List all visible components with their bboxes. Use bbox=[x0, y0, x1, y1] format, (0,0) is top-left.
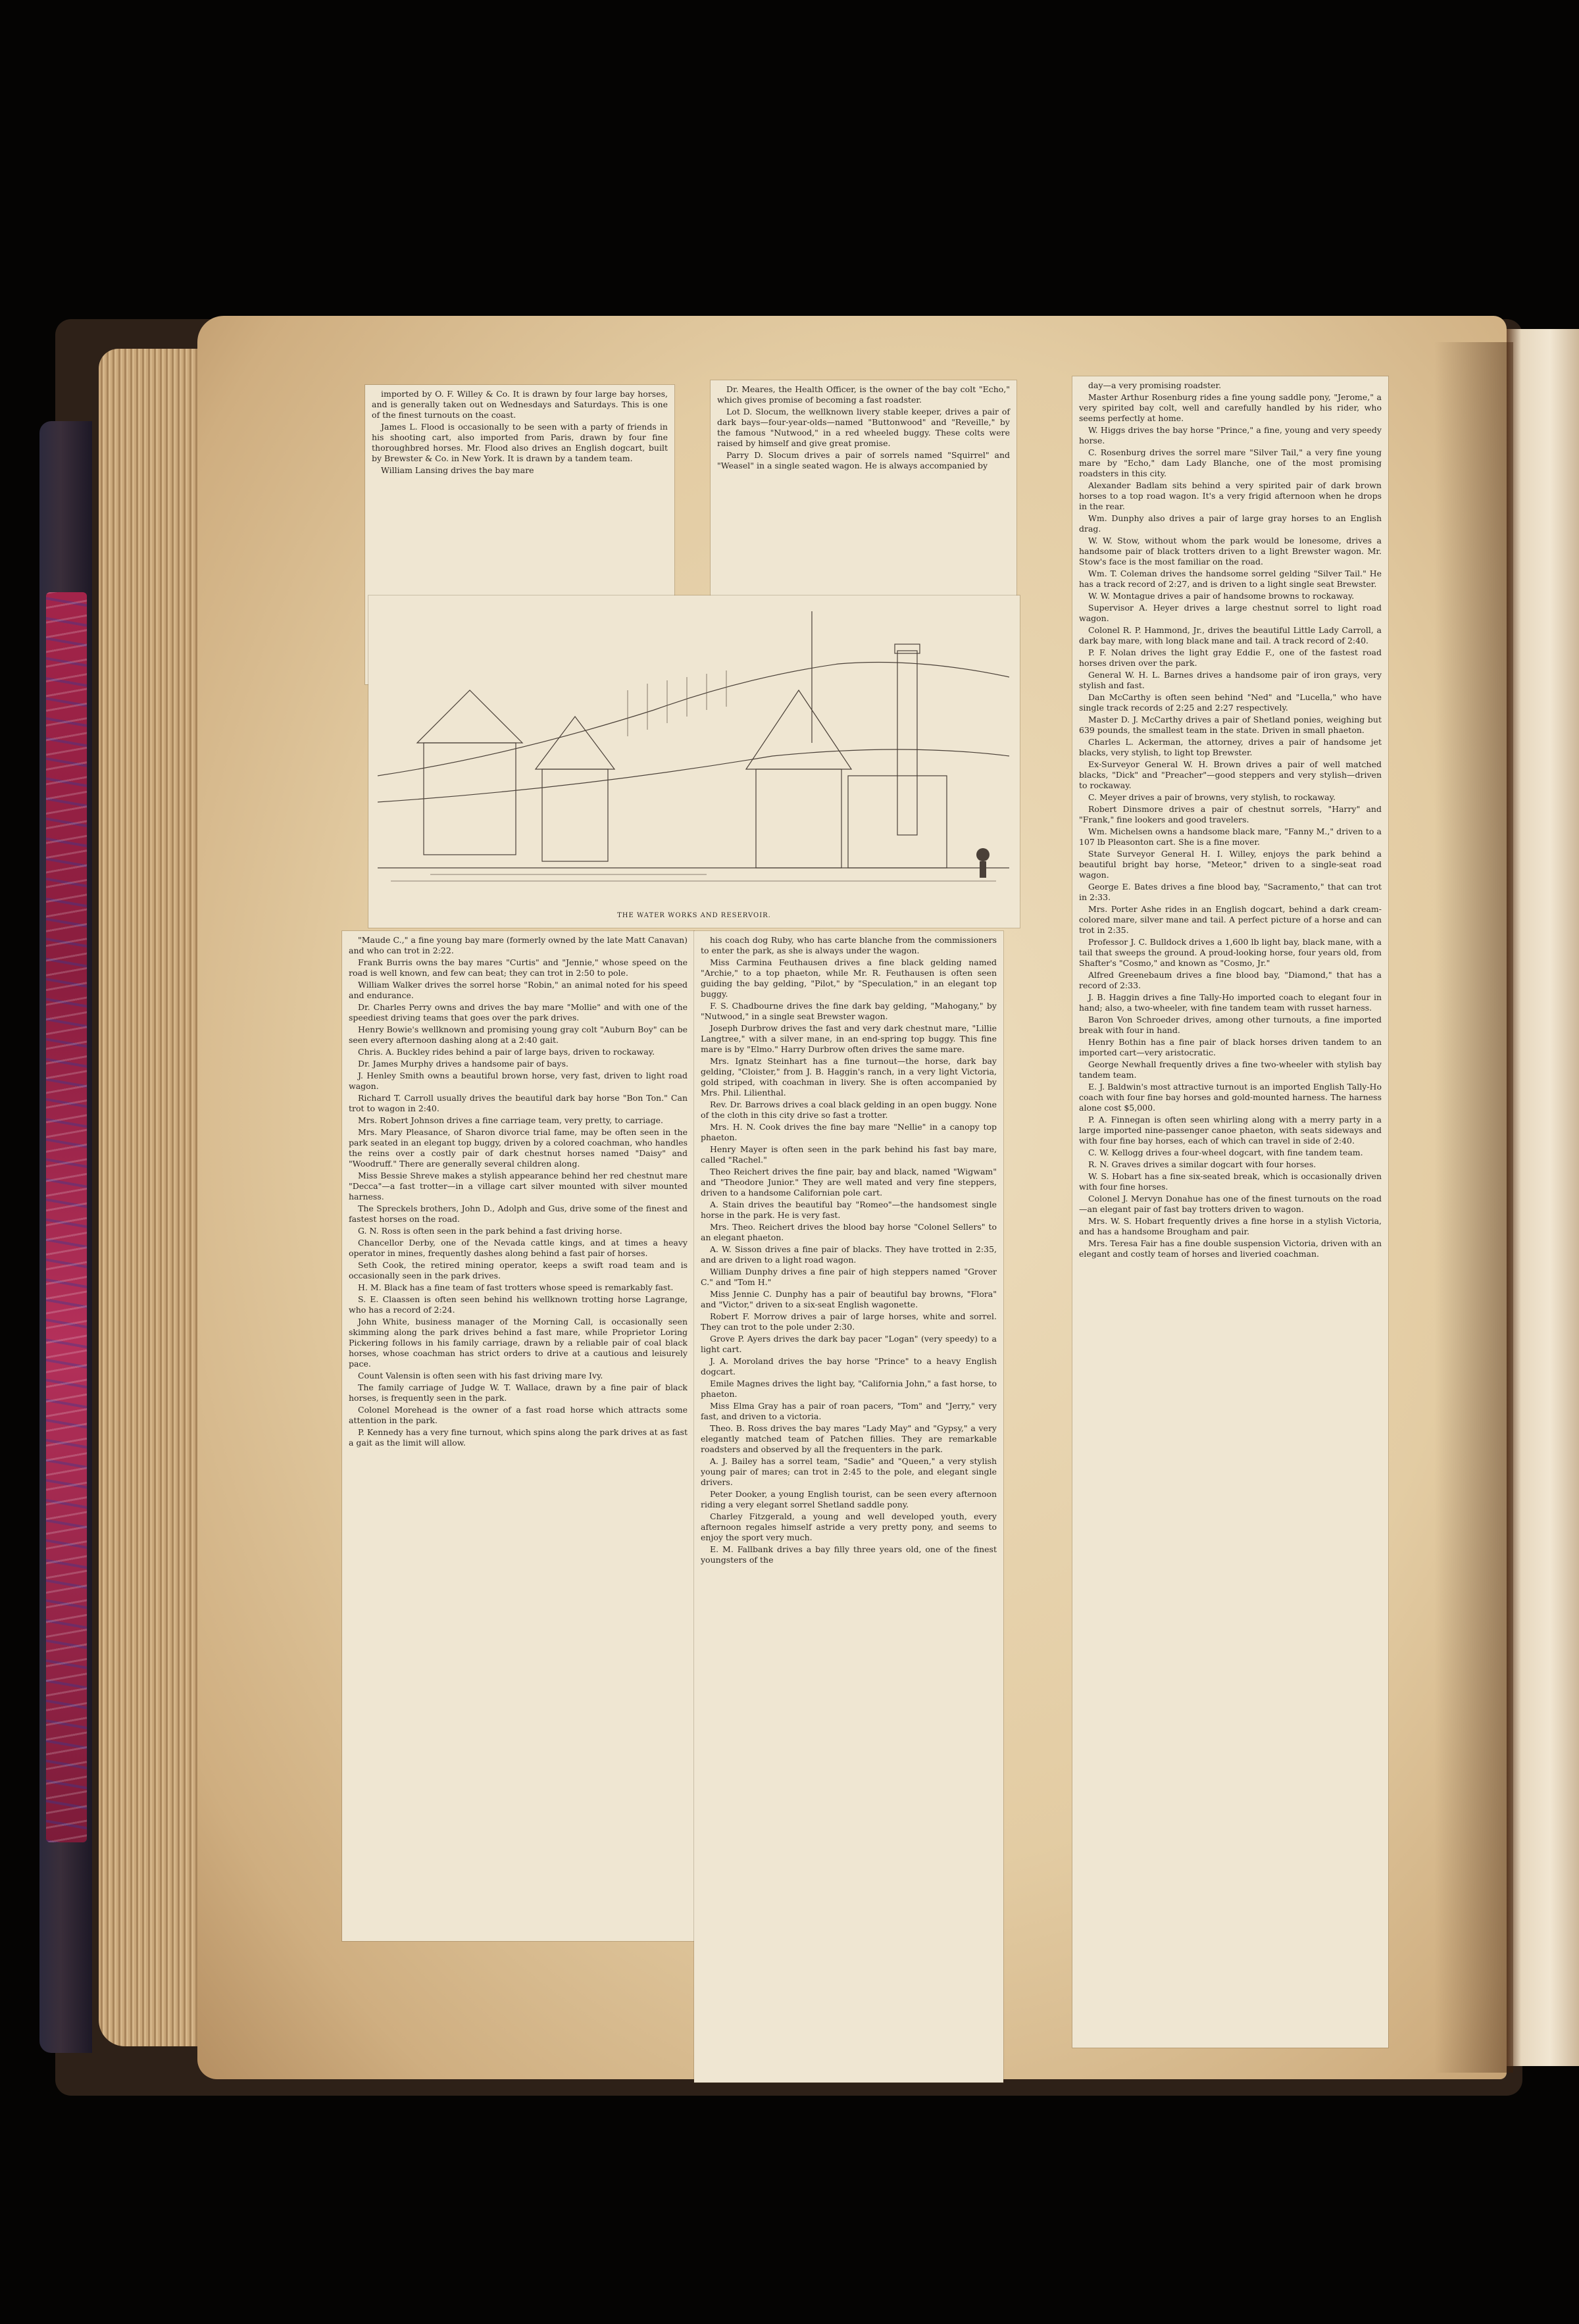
clipping-column-5 bbox=[1072, 376, 1388, 2048]
clipping-paragraph: Colonel J. Mervyn Donahue has one of the finest turnouts on the road—an elegant pair of fast bay trotters driven to wagon. bbox=[1079, 1194, 1382, 1214]
clipping-paragraph: George Newhall frequently drives a fine two-wheeler with stylish bay tandem team. bbox=[1079, 1059, 1382, 1080]
clipping-paragraph: State Surveyor General H. I. Willey, enjoys the park behind a beautiful bright bay horse, "Meteor," driven to a single-seat road wagon. bbox=[1079, 849, 1382, 880]
clipping-paragraph: Grove P. Ayers drives the dark bay pacer "Logan" (very speedy) to a light cart. bbox=[701, 1334, 997, 1354]
clipping-paragraph: J. B. Haggin drives a fine Tally-Ho imported coach to elegant four in hand; also, a two-wheeler, with fine tandem team with russet harness. bbox=[1079, 992, 1382, 1013]
clipping-paragraph: Mrs. Theo. Reichert drives the blood bay horse "Colonel Sellers" to an elegant phaeton. bbox=[701, 1222, 997, 1242]
clipping-paragraph: Professor J. C. Bulldock drives a 1,600 lb light bay, black mane, with a tail that sweeps the ground. A proud-looking horse, four years old, from Shafter's "Cosmo," and known as "Cosmo, Jr." bbox=[1079, 937, 1382, 968]
clipping-column-2 bbox=[711, 380, 1016, 617]
clipping-paragraph: Chris. A. Buckley rides behind a pair of large bays, driven to rockaway. bbox=[358, 1047, 655, 1057]
clipping-paragraph: Mrs. Robert Johnson drives a fine carriage team, very pretty, to carriage. bbox=[358, 1115, 663, 1125]
clipping-paragraph: Miss Carmina Feuthausen drives a fine black gelding named "Archie," to a top phaeton, while Mr. R. Feuthausen is often seen guiding the bay gelding, "Pilot," by "Speculation," in an elegant top buggy. bbox=[701, 957, 997, 999]
clipping-paragraph: imported by O. F. Willey & Co. It is drawn by four large bay horses, and is generally taken out on Wednesdays and Saturdays. This is one of the finest turnouts on the coast. bbox=[372, 389, 668, 420]
clipping-paragraph: Wm. T. Coleman drives the handsome sorrel gelding "Silver Tail." He has a track record of 2:27, and is driven to a light single seat Brewster. bbox=[1079, 568, 1382, 589]
clipping-paragraph: W. Higgs drives the bay horse "Prince," a fine, young and very speedy horse. bbox=[1079, 425, 1382, 445]
clipping-paragraph: E. M. Fallbank drives a bay filly three years old, one of the finest youngsters of the bbox=[701, 1544, 997, 1565]
clipping-paragraph: Henry Mayer is often seen in the park behind his fast bay mare, called "Rachel." bbox=[701, 1144, 997, 1165]
clipping-paragraph: W. W. Montague drives a pair of handsome browns to rockaway. bbox=[1088, 591, 1355, 601]
clipping-paragraph: Dr. Charles Perry owns and drives the bay mare "Mollie" and with one of the speediest driving teams that goes over the park drives. bbox=[349, 1002, 688, 1023]
clipping-paragraph: William Dunphy drives a fine pair of high steppers named "Grover C." and "Tom H." bbox=[701, 1267, 997, 1287]
clipping-paragraph: C. Meyer drives a pair of browns, very stylish, to rockaway. bbox=[1088, 792, 1336, 802]
clipping-paragraph: A. W. Sisson drives a fine pair of blacks. They have trotted in 2:35, and are driven to a light road wagon. bbox=[701, 1244, 997, 1265]
facing-page-edge bbox=[1507, 329, 1579, 2066]
clipping-column-3 bbox=[342, 931, 694, 1941]
clipping-paragraph: Mrs. Porter Ashe rides in an English dogcart, behind a dark cream-colored mare, silver mane and tail. A perfect picture of a horse and can trot in 2:35. bbox=[1079, 904, 1382, 935]
clipping-paragraph: Parry D. Slocum drives a pair of sorrels named "Squirrel" and "Weasel" in a single seated wagon. He is always accompanied by bbox=[717, 450, 1010, 470]
clipping-paragraph: The Spreckels brothers, John D., Adolph and Gus, drive some of the finest and fastest horses on the road. bbox=[349, 1203, 688, 1224]
marbled-edge bbox=[46, 592, 87, 1842]
clipping-paragraph: Richard T. Carroll usually drives the beautiful dark bay horse "Bon Ton." Can trot to wagon in 2:40. bbox=[349, 1093, 688, 1113]
clipping-paragraph: W. W. Stow, without whom the park would be lonesome, drives a handsome pair of black trotters driven to a light Brewster wagon. Mr. Stow's face is the most familiar on the road. bbox=[1079, 536, 1382, 567]
clipping-paragraph: Alexander Badlam sits behind a very spirited pair of dark brown horses to a top road wagon. It's a very frigid afternoon when he drops in the rear. bbox=[1079, 480, 1382, 511]
clipping-paragraph: A. Stain drives the beautiful bay "Romeo"—the handsomest single horse in the park. He is very fast. bbox=[701, 1200, 997, 1220]
clipping-paragraph: Dan McCarthy is often seen behind "Ned" and "Lucella," who have single track records of 2:25 and 2:27 respectively. bbox=[1079, 692, 1382, 713]
clipping-paragraph: Wm. Dunphy also drives a pair of large gray horses to an English drag. bbox=[1079, 513, 1382, 534]
clipping-paragraph: Lot D. Slocum, the wellknown livery stable keeper, drives a pair of dark bays—four-year-olds—named "Buttonwood" and "Reveille," by the famous "Nutwood," in a red wheeled buggy. These colts were raised by himself and give great promise. bbox=[717, 407, 1010, 448]
clipping-paragraph: H. M. Black has a fine team of fast trotters whose speed is remarkably fast. bbox=[358, 1282, 674, 1292]
clipping-paragraph: G. N. Ross is often seen in the park behind a fast driving horse. bbox=[358, 1226, 622, 1236]
clipping-paragraph: Master Arthur Rosenburg rides a fine young saddle pony, "Jerome," a very spirited bay colt, well and carefully handled by his rider, who seems perfectly at home. bbox=[1079, 392, 1382, 423]
clipping-paragraph: Mrs. Ignatz Steinhart has a fine turnout—the horse, dark bay gelding, "Cloister," from J. B. Haggin's ranch, in a very light Victoria, gold striped, with coachman in livery. She is often accompanied by Mrs. Phil. Lilienthal. bbox=[701, 1056, 997, 1098]
clipping-paragraph: Dr. Meares, the Health Officer, is the owner of the bay colt "Echo," which gives promise of becoming a fast roadster. bbox=[717, 384, 1010, 405]
clipping-paragraph: Charles L. Ackerman, the attorney, drives a pair of handsome jet blacks, very stylish, to light top Brewster. bbox=[1079, 737, 1382, 757]
clipping-paragraph: Frank Burris owns the bay mares "Curtis" and "Jennie," whose speed on the road is well known, and few can beat; they can trot in 2:50 to pole. bbox=[349, 957, 688, 978]
clipping-paragraph: Miss Bessie Shreve makes a stylish appearance behind her red chestnut mare "Decca"—a fast trotter—in a village cart silver mounted with silver mounted harness. bbox=[349, 1171, 688, 1201]
clipping-paragraph: Robert Dinsmore drives a pair of chestnut sorrels, "Harry" and "Frank," fine lookers and good travelers. bbox=[1079, 804, 1382, 824]
clipping-paragraph: Theo. B. Ross drives the bay mares "Lady May" and "Gypsy," a very elegantly matched team of Patchen fillies. They are remarkable roadsters and observed by all the frequenters in the park. bbox=[701, 1423, 997, 1454]
clipping-paragraph: Rev. Dr. Barrows drives a coal black gelding in an open buggy. None of the cloth in this city drive so fast a trotter. bbox=[701, 1099, 997, 1120]
clipping-paragraph: Miss Elma Gray has a pair of roan pacers, "Tom" and "Jerry," very fast, and driven to a victoria. bbox=[701, 1401, 997, 1421]
clipping-paragraph: General W. H. L. Barnes drives a handsome pair of iron grays, very stylish and fast. bbox=[1079, 670, 1382, 690]
clipping-paragraph: his coach dog Ruby, who has carte blanche from the commissioners to enter the park, as she is always under the wagon. bbox=[701, 935, 997, 955]
clipping-paragraph: J. Henley Smith owns a beautiful brown horse, very fast, driven to light road wagon. bbox=[349, 1071, 688, 1091]
clipping-paragraph: day—a very promising roadster. bbox=[1088, 380, 1222, 390]
clipping-paragraph: Mrs. W. S. Hobart frequently drives a fine horse in a stylish Victoria, and has a handsome Brougham and pair. bbox=[1079, 1216, 1382, 1236]
clipping-paragraph: C. W. Kellogg drives a four-wheel dogcart, with fine tandem team. bbox=[1088, 1148, 1363, 1157]
clipping-paragraph: Joseph Durbrow drives the fast and very dark chestnut mare, "Lillie Langtree," with a silver mane, in an end-spring top buggy. This fine mare is by "Elmo." Harry Durbrow often drives the same mare. bbox=[701, 1023, 997, 1054]
clipping-paragraph: Seth Cook, the retired mining operator, keeps a swift road team and is occasionally seen in the park drives. bbox=[349, 1260, 688, 1280]
clipping-paragraph: S. E. Claassen is often seen behind his wellknown trotting horse Lagrange, who has a record of 2:24. bbox=[349, 1294, 688, 1315]
clipping-paragraph: Mrs. H. N. Cook drives the fine bay mare "Nellie" in a canopy top phaeton. bbox=[701, 1122, 997, 1142]
clipping-paragraph: Charley Fitzgerald, a young and well developed youth, every afternoon regales himself astride a very pretty pony, and seems to enjoy the sport very much. bbox=[701, 1511, 997, 1542]
clipping-paragraph: Count Valensin is often seen with his fast driving mare Ivy. bbox=[358, 1371, 603, 1380]
clipping-paragraph: Mrs. Mary Pleasance, of Sharon divorce trial fame, may be often seen in the park seated in an elegant top buggy, driven by a colored coachman, who handles the reins over a costly pair of dark chestnut horses named "Daisy" and "Woodruff." There are generally several children along. bbox=[349, 1127, 688, 1169]
clipping-paragraph: Chancellor Derby, one of the Nevada cattle kings, and at times a heavy operator in mines, frequently dashes along behind a fast pair of horses. bbox=[349, 1238, 688, 1258]
clipping-paragraph: Henry Bowie's wellknown and promising young gray colt "Auburn Boy" can be seen every afternoon dashing along at a 2:40 gait. bbox=[349, 1024, 688, 1045]
clipping-paragraph: Miss Jennie C. Dunphy has a pair of beautiful bay browns, "Flora" and "Victor," driven to a six-seat English wagonette. bbox=[701, 1289, 997, 1309]
clipping-paragraph: The family carriage of Judge W. T. Wallace, drawn by a fine pair of black horses, is frequently seen in the park. bbox=[349, 1382, 688, 1403]
illustration-clipping bbox=[368, 595, 1020, 928]
illustration-caption: THE WATER WORKS AND RESERVOIR. bbox=[617, 912, 771, 919]
clipping-paragraph: J. A. Moroland drives the bay horse "Prince" to a heavy English dogcart. bbox=[701, 1356, 997, 1377]
clipping-paragraph: Master D. J. McCarthy drives a pair of Shetland ponies, weighing but 639 pounds, the smallest team in the state. Driven in small phaeton. bbox=[1079, 715, 1382, 735]
gutter-shadow bbox=[1434, 342, 1513, 2073]
clipping-paragraph: E. J. Baldwin's most attractive turnout is an imported English Tally-Ho coach with four fine bay horses and gold-mounted harness. The harness alone cost $5,000. bbox=[1079, 1082, 1382, 1113]
clipping-paragraph: George E. Bates drives a fine blood bay, "Sacramento," that can trot in 2:33. bbox=[1079, 882, 1382, 902]
clipping-paragraph: W. S. Hobart has a fine six-seated break, which is occasionally driven with four fine horses. bbox=[1079, 1171, 1382, 1192]
clipping-paragraph: Henry Bothin has a fine pair of black horses driven tandem to an imported cart—very aristocratic. bbox=[1079, 1037, 1382, 1057]
clipping-paragraph: P. Kennedy has a very fine turnout, which spins along the park drives at as fast a gait as the limit will allow. bbox=[349, 1427, 688, 1448]
clipping-paragraph: Robert F. Morrow drives a pair of large horses, white and sorrel. They can trot to the pole under 2:30. bbox=[701, 1311, 997, 1332]
water-works-engraving bbox=[378, 605, 1009, 894]
clipping-paragraph: William Lansing drives the bay mare bbox=[381, 465, 534, 475]
clipping-paragraph: Ex-Surveyor General W. H. Brown drives a pair of well matched blacks, "Dick" and "Preacher"—good steppers and very stylish—driven to rockaway. bbox=[1079, 759, 1382, 790]
clipping-paragraph: Baron Von Schroeder drives, among other turnouts, a fine imported break with four in hand. bbox=[1079, 1015, 1382, 1035]
clipping-paragraph: R. N. Graves drives a similar dogcart with four horses. bbox=[1088, 1159, 1316, 1169]
clipping-paragraph: Peter Dooker, a young English tourist, can be seen every afternoon riding a very elegant sorrel Shetland saddle pony. bbox=[701, 1489, 997, 1509]
clipping-paragraph: C. Rosenburg drives the sorrel mare "Silver Tail," a very fine young mare by "Echo," dam Lady Blanche, one of the most promising roadsters in this city. bbox=[1079, 447, 1382, 478]
clipping-paragraph: "Maude C.," a fine young bay mare (formerly owned by the late Matt Canavan) and who can trot in 2:22. bbox=[349, 935, 688, 955]
clipping-paragraph: A. J. Bailey has a sorrel team, "Sadie" and "Queen," a very stylish young pair of mares; can trot in 2:45 to the pole, and elegant single drivers. bbox=[701, 1456, 997, 1487]
clipping-paragraph: Wm. Michelsen owns a handsome black mare, "Fanny M.," driven to a 107 lb Pleasonton cart. She is a fine mover. bbox=[1079, 826, 1382, 847]
clipping-paragraph: P. F. Nolan drives the light gray Eddie F., one of the fastest road horses driven over the park. bbox=[1079, 647, 1382, 668]
clipping-paragraph: James L. Flood is occasionally to be seen with a party of friends in his shooting cart, also imported from Paris, drawn by four fine thoroughbred horses. Mr. Flood also drives an English dogcart, built by Brewster & Co. in New York. It is drawn by a tandem team. bbox=[372, 422, 668, 463]
clipping-paragraph: John White, business manager of the Morning Call, is occasionally seen skimming along the park drives behind a fast mare, while Proprietor Loring Pickering follows in his family carriage, drawn by a reliable pair of coal black horses, whose coachman has strict orders to drive at a cautious and leisurely pace. bbox=[349, 1317, 688, 1369]
clipping-paragraph: Emile Magnes drives the light bay, "California John," a fast horse, to phaeton. bbox=[701, 1378, 997, 1399]
clipping-paragraph: P. A. Finnegan is often seen whirling along with a merry party in a large imported nine-passenger canoe phaeton, with seats sideways and with four fine bay horses, each of which can travel in side of 2:40. bbox=[1079, 1115, 1382, 1146]
clipping-column-4 bbox=[694, 931, 1003, 2083]
clipping-paragraph: Supervisor A. Heyer drives a large chestnut sorrel to light road wagon. bbox=[1079, 603, 1382, 623]
clipping-paragraph: Mrs. Teresa Fair has a fine double suspension Victoria, driven with an elegant and costly team of horses and liveried coachman. bbox=[1079, 1238, 1382, 1259]
clipping-paragraph: Theo Reichert drives the fine pair, bay and black, named "Wigwam" and "Theodore Junior." They are well mated and very fine steppers, driven to a handsome Californian pole cart. bbox=[701, 1167, 997, 1198]
clipping-paragraph: Alfred Greenebaum drives a fine blood bay, "Diamond," that has a record of 2:33. bbox=[1079, 970, 1382, 990]
clipping-paragraph: Dr. James Murphy drives a handsome pair of bays. bbox=[358, 1059, 568, 1069]
clipping-paragraph: Colonel Morehead is the owner of a fast road horse which attracts some attention in the park. bbox=[349, 1405, 688, 1425]
clipping-paragraph: F. S. Chadbourne drives the fine dark bay gelding, "Mahogany," by "Nutwood," in a single seat Brewster wagon. bbox=[701, 1001, 997, 1021]
clipping-paragraph: Colonel R. P. Hammond, Jr., drives the beautiful Little Lady Carroll, a dark bay mare, with long black mane and tail. A track record of 2:40. bbox=[1079, 625, 1382, 645]
clipping-paragraph: William Walker drives the sorrel horse "Robin," an animal noted for his speed and endurance. bbox=[349, 980, 688, 1000]
